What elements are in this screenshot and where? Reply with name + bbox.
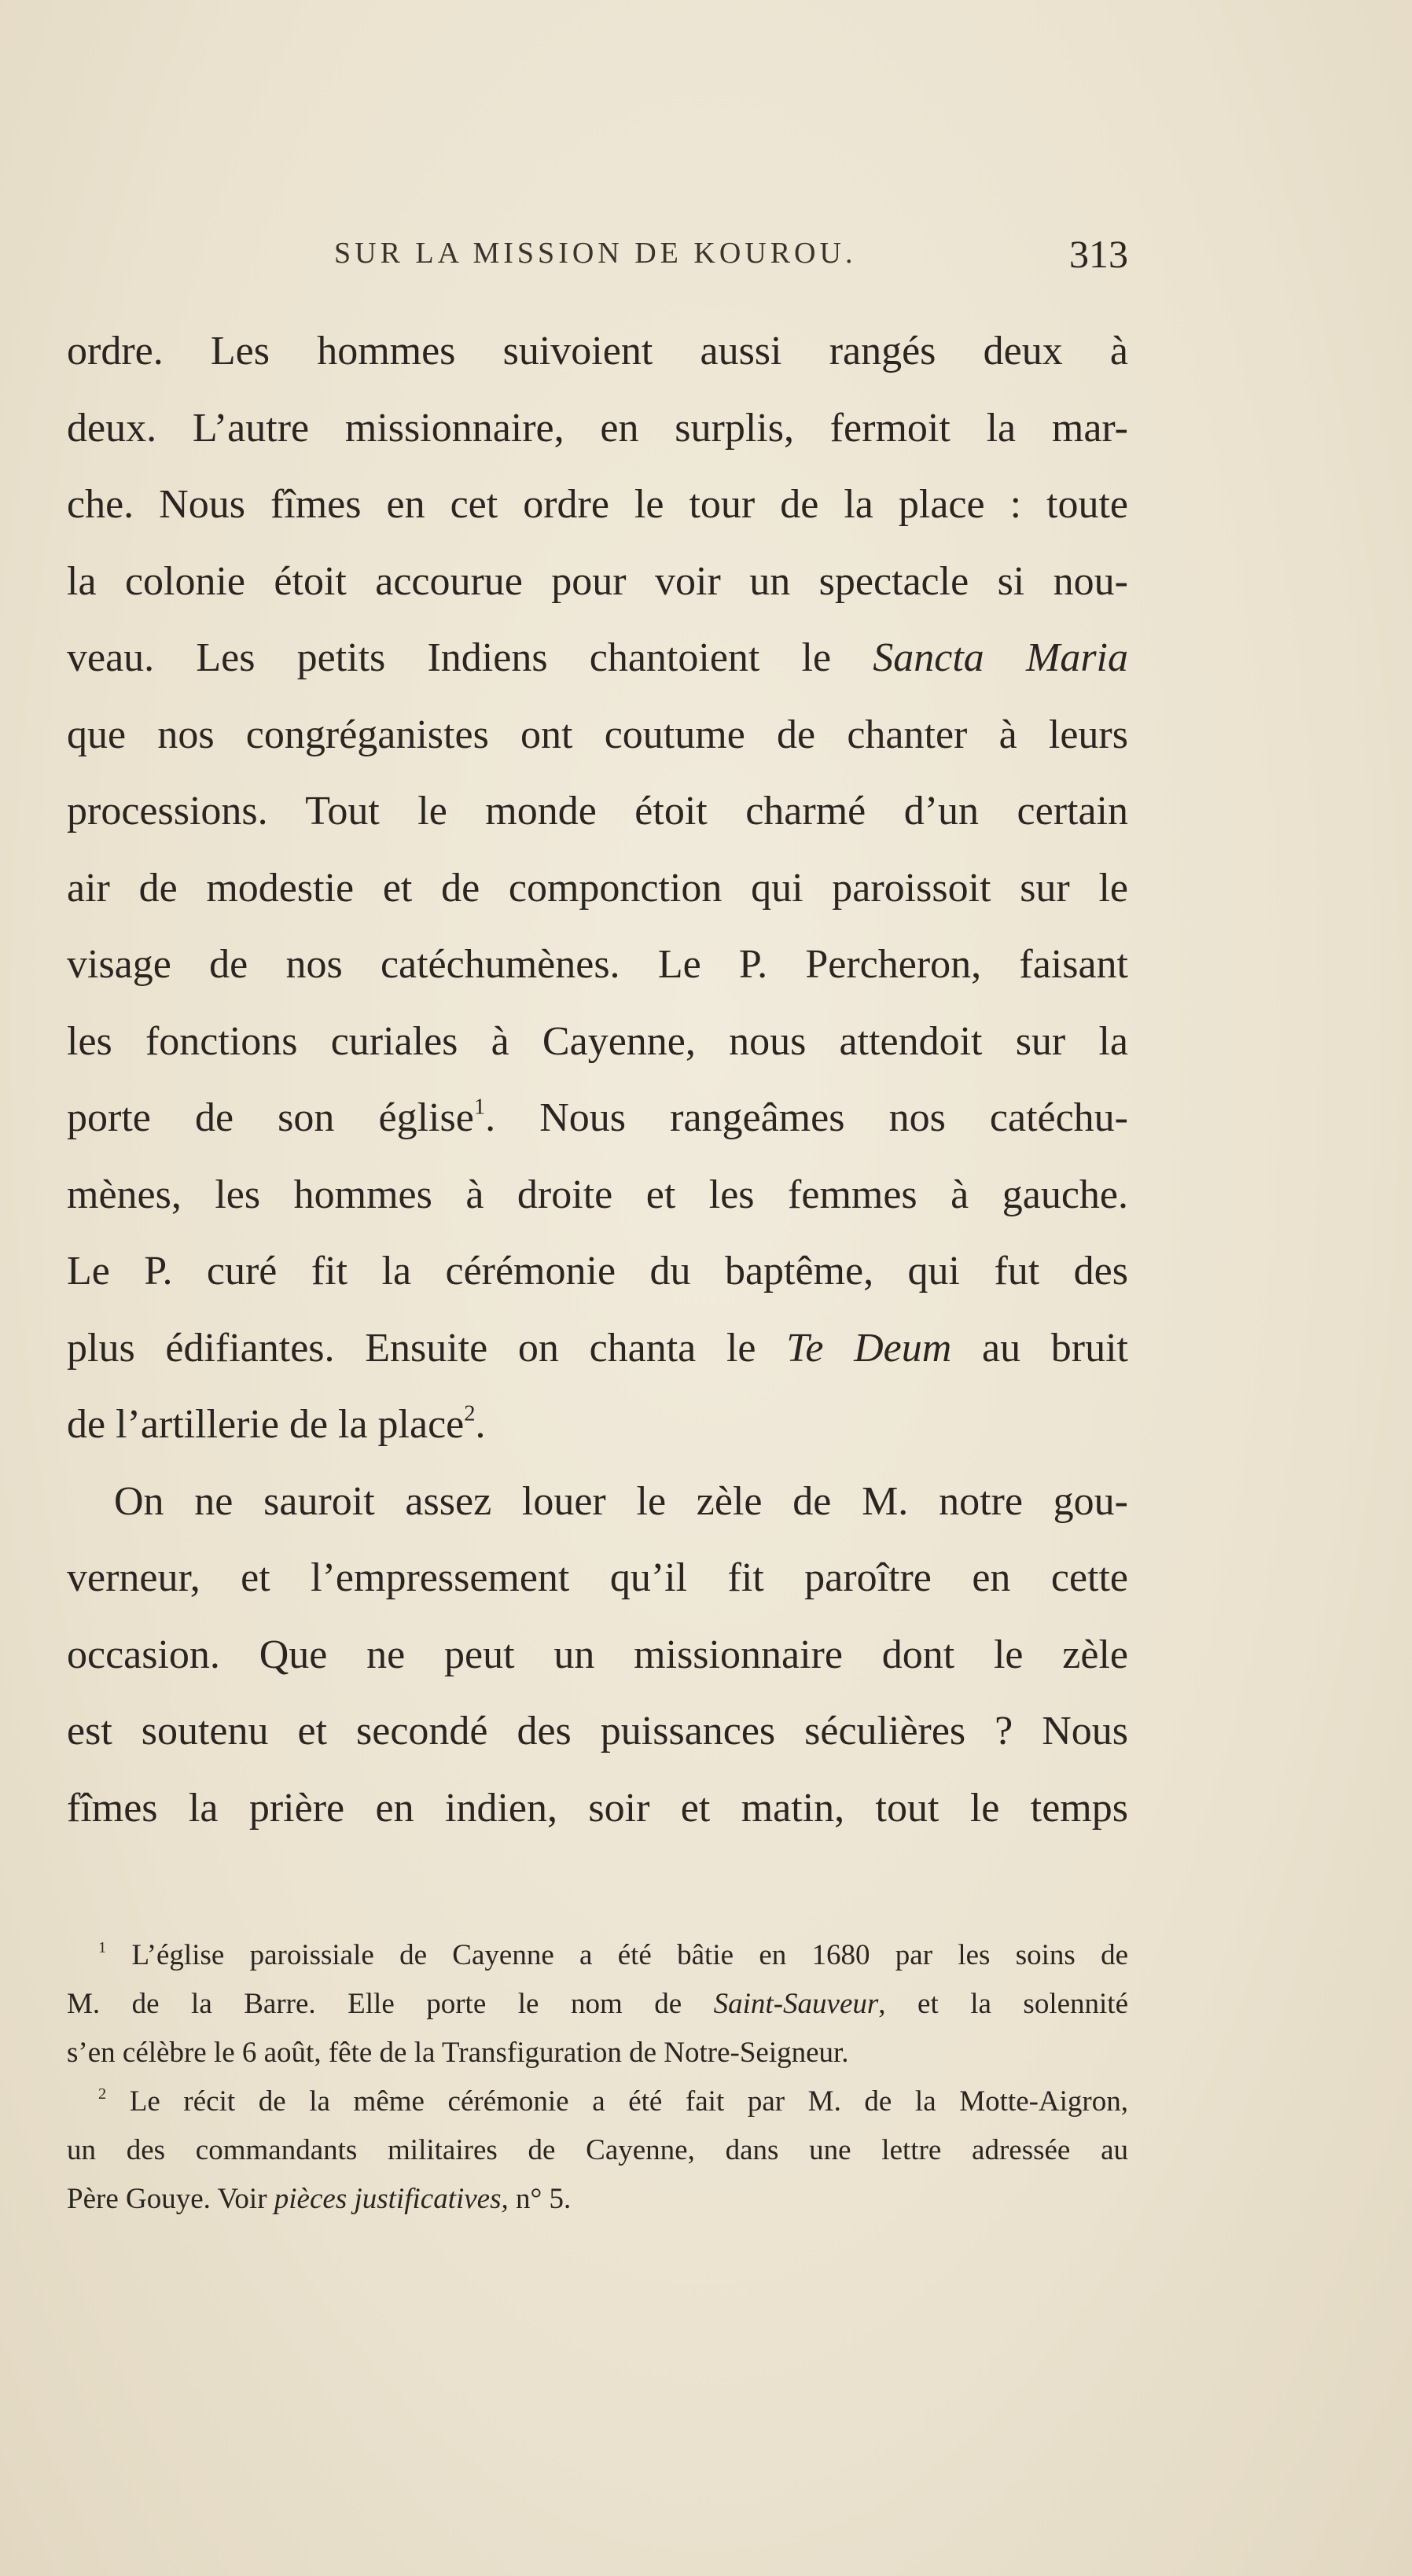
text-line: ordre. Les hommes suivoient aussi rangés deux à: [67, 329, 1128, 374]
page-header: [67, 232, 1128, 291]
italic-text: pièces justificatives,: [274, 2183, 509, 2215]
text-segment: de l’artillerie de la place: [67, 1402, 465, 1447]
text-segment: plus édifiantes. Ensuite on chanta le: [67, 1325, 756, 1371]
text-segment: n° 5.: [516, 2183, 572, 2215]
footnote-line: [67, 2175, 1128, 2224]
footnote-ref-2: 2: [464, 1401, 476, 1426]
footnote-line: s’en célèbre le 6 août, fête de la Transfiguration de Notre-Seigneur.: [67, 2037, 849, 2069]
footnote-number: 2: [98, 2085, 107, 2103]
body-text: [67, 313, 1128, 1846]
text-line: [67, 1080, 1128, 1157]
text-line: deux. L’autre missionnaire, en surplis, fermoit la mar-: [67, 405, 1128, 451]
footnote-line: [67, 1931, 1128, 1980]
running-title: SUR LA MISSION DE KOUROU.: [334, 237, 857, 270]
page-number: 313: [1069, 232, 1128, 276]
text-segment: veau. Les petits Indiens chantoient le: [67, 635, 832, 680]
italic-text: Te Deum: [786, 1325, 952, 1371]
footnote-line: un des commandants militaires de Cayenne, dans une lettre adressée au: [67, 2134, 1128, 2166]
text-line: [67, 620, 1128, 697]
footnotes: [67, 1931, 1128, 2224]
text-segment: Père Gouye. Voir: [67, 2183, 267, 2215]
footnote-line: [67, 2077, 1128, 2126]
text-line: visage de nos catéchumènes. Le P. Percheron, faisant: [67, 942, 1128, 987]
text-line: est soutenu et secondé des puissances séculières ? Nous: [67, 1709, 1128, 1754]
italic-text: Saint-Sauveur: [713, 1988, 879, 2020]
text-line: occasion. Que ne peut un missionnaire dont le zèle: [67, 1632, 1128, 1677]
footnote-number: 1: [98, 1938, 107, 1956]
text-line: fîmes la prière en indien, soir et matin, tout le temps: [67, 1785, 1128, 1831]
text-line: Le P. curé fit la cérémonie du baptême, qui fut des: [67, 1249, 1128, 1294]
text-segment: Le récit de la même cérémonie a été fait par M. de la Motte-Aigron,: [129, 2085, 1129, 2118]
footnote-ref-1: 1: [473, 1095, 486, 1120]
text-line: les fonctions curiales à Cayenne, nous attendoit sur la: [67, 1018, 1128, 1064]
text-line: processions. Tout le monde étoit charmé d’un certain: [67, 789, 1128, 834]
text-segment: .: [475, 1402, 486, 1447]
text-segment: porte de son église: [67, 1095, 474, 1140]
text-line: che. Nous fîmes en cet ordre le tour de la place : toute: [67, 482, 1128, 527]
text-segment: , et la solennité: [878, 1988, 1128, 2020]
text-segment: L’église paroissiale de Cayenne a été bâtie en 1680 par les soins de: [131, 1939, 1128, 1971]
text-segment: . Nous rangeâmes nos catéchu-: [485, 1095, 1129, 1140]
italic-text: Sancta Maria: [873, 635, 1129, 680]
text-line: mènes, les hommes à droite et les femmes à gauche.: [67, 1172, 1128, 1217]
text-line: verneur, et l’empressement qu’il fit paroître en cette: [67, 1555, 1128, 1600]
text-line: air de modestie et de componction qui paroissoit sur le: [67, 865, 1128, 911]
text-line: la colonie étoit accourue pour voir un spectacle si nou-: [67, 558, 1128, 604]
text-line: On ne sauroit assez louer le zèle de M. notre gou-: [114, 1478, 1128, 1524]
text-line: [67, 1310, 1128, 1387]
text-line: [67, 1386, 1128, 1463]
text-line: que nos congréganistes ont coutume de chanter à leurs: [67, 712, 1128, 757]
footnote-line: [67, 1980, 1128, 2029]
text-segment: au bruit: [982, 1325, 1129, 1371]
text-segment: M. de la Barre. Elle porte le nom de: [67, 1988, 682, 2020]
